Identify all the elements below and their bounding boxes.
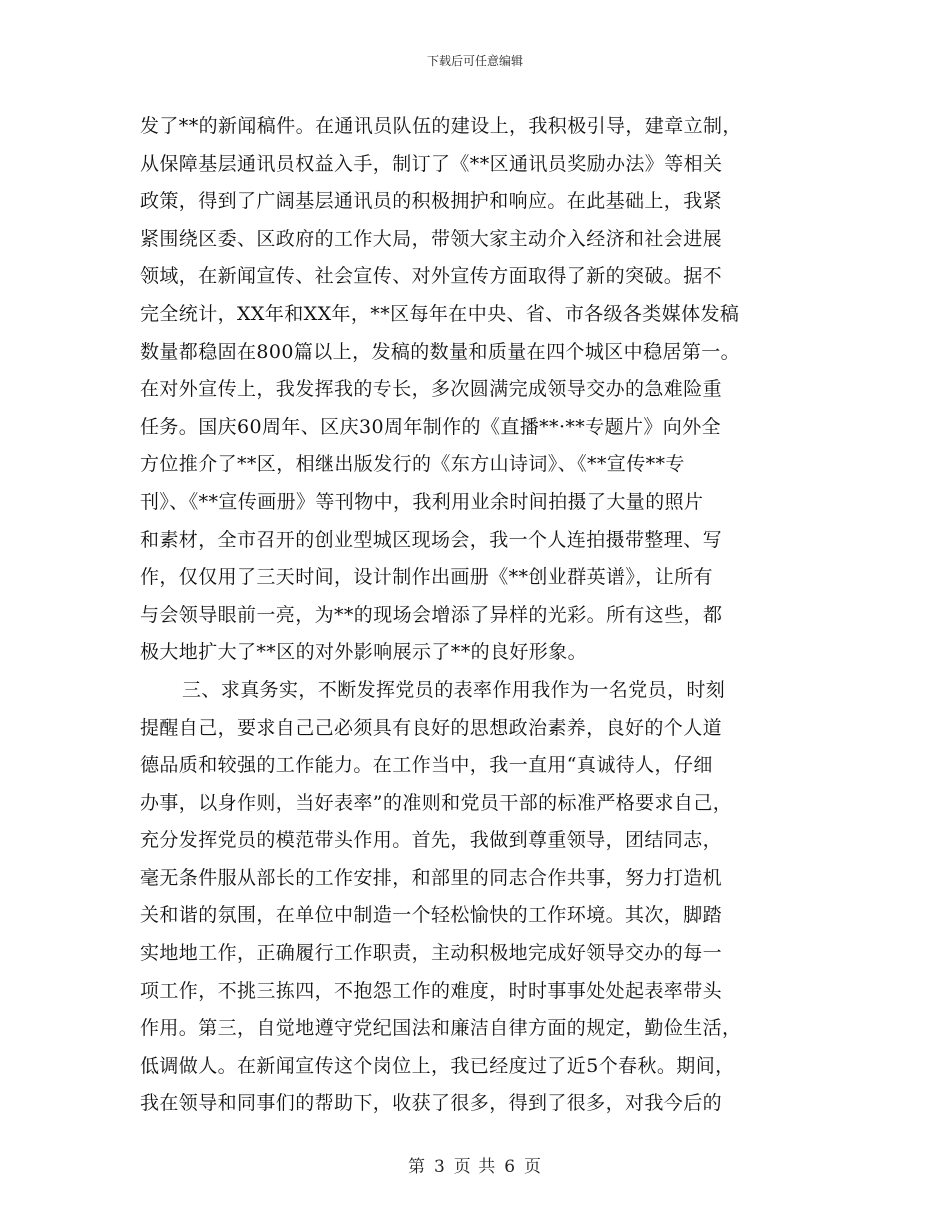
page-header — [0, 53, 950, 69]
text-line: 作用。第三，自觉地遵守党纪国法和廉洁自律方面的规定，勤俭生活， — [140, 1017, 742, 1040]
text-line: 德品质和较强的工作能力。在工作当中，我一直用“真诚待人，仔细 — [140, 754, 713, 777]
text-line: 项工作，不挑三拣四，不抱怨工作的难度，时时事事处处起表率带头 — [140, 979, 723, 1002]
text-line: 三、求真务实，不断发挥党员的表率作用我作为一名党员，时刻 — [182, 678, 726, 701]
text-line: 完全统计，XX年和XX年，**区每年在中央、省、市各级各类媒体发稿 — [140, 302, 740, 325]
footer-mid: 页 共 — [453, 1157, 497, 1177]
text-line: 紧围绕区委、区政府的工作大局，带领大家主动介入经济和社会进展 — [140, 227, 723, 250]
text-line: 办事，以身作则，当好表率”的准则和党员干部的标准严格要求自己， — [140, 791, 733, 814]
text-line: 方位推介了**区，相继出版发行的《东方山诗词》、《**宣传**专 — [140, 453, 685, 476]
text-line: 我在领导和同事们的帮助下，收获了很多，得到了很多，对我今后的 — [140, 1092, 723, 1115]
text-line: 和素材，全市召开的创业型城区现场会，我一个人连拍摄带整理、写 — [140, 528, 723, 551]
text-line: 在对外宣传上，我发挥我的专长，多次圆满完成领导交办的急难险重 — [140, 378, 723, 401]
document-body — [140, 108, 820, 1123]
header-text: 下载后可任意编辑 — [426, 54, 523, 68]
text-line: 低调做人。在新闻宣传这个岗位上，我已经度过了近5个春秋。期间， — [140, 1054, 735, 1077]
text-line: 毫无条件服从部长的工作安排，和部里的同志合作共事，努力打造机 — [140, 866, 723, 889]
text-line: 与会领导眼前一亮，为**的现场会增添了异样的光彩。所有这些，都 — [140, 603, 723, 626]
text-line: 充分发挥党员的模范带头作用。首先，我做到尊重领导，团结同志， — [140, 829, 723, 852]
text-line: 实地地工作，正确履行工作职责，主动积极地完成好领导交办的每一 — [140, 942, 723, 965]
text-line: 从保障基层通讯员权益入手，制订了《**区通讯员奖励办法》等相关 — [140, 152, 723, 175]
page-footer — [0, 1156, 950, 1178]
page-number: 3 — [433, 1157, 446, 1177]
paragraph-2 — [140, 672, 820, 1123]
text-line: 作，仅仅用了三天时间，设计制作出画册《**创业群英谱》，让所有 — [140, 566, 713, 589]
text-line: 极大地扩大了**区的对外影响展示了**的良好形象。 — [140, 641, 588, 664]
footer-suffix: 页 — [524, 1157, 543, 1177]
total-pages: 6 — [504, 1157, 517, 1177]
text-line: 发了**的新闻稿件。在通讯员队伍的建设上，我积极引导，建章立制， — [140, 115, 742, 137]
text-line: 提醒自己，要求自己己必须具有良好的思想政治素养，良好的个人道 — [140, 716, 723, 739]
text-line: 关和谐的氛围，在单位中制造一个轻松愉快的工作环境。其次，脚踏 — [140, 904, 723, 927]
text-line: 数量都稳固在800篇以上，发稿的数量和质量在四个城区中稳居第一。 — [140, 340, 741, 363]
paragraph-1 — [140, 108, 820, 672]
text-line: 任务。国庆60周年、区庆30周年制作的《直播**·**专题片》向外全 — [140, 415, 721, 438]
text-line: 政策，得到了广阔基层通讯员的积极拥护和响应。在此基础上，我紧 — [140, 190, 723, 213]
text-line: 领域，在新闻宣传、社会宣传、对外宣传方面取得了新的突破。据不 — [140, 265, 723, 288]
text-line: 刊》、《**宣传画册》等刊物中，我利用业余时间拍摄了大量的照片 — [140, 490, 704, 513]
footer-prefix: 第 — [407, 1157, 426, 1177]
